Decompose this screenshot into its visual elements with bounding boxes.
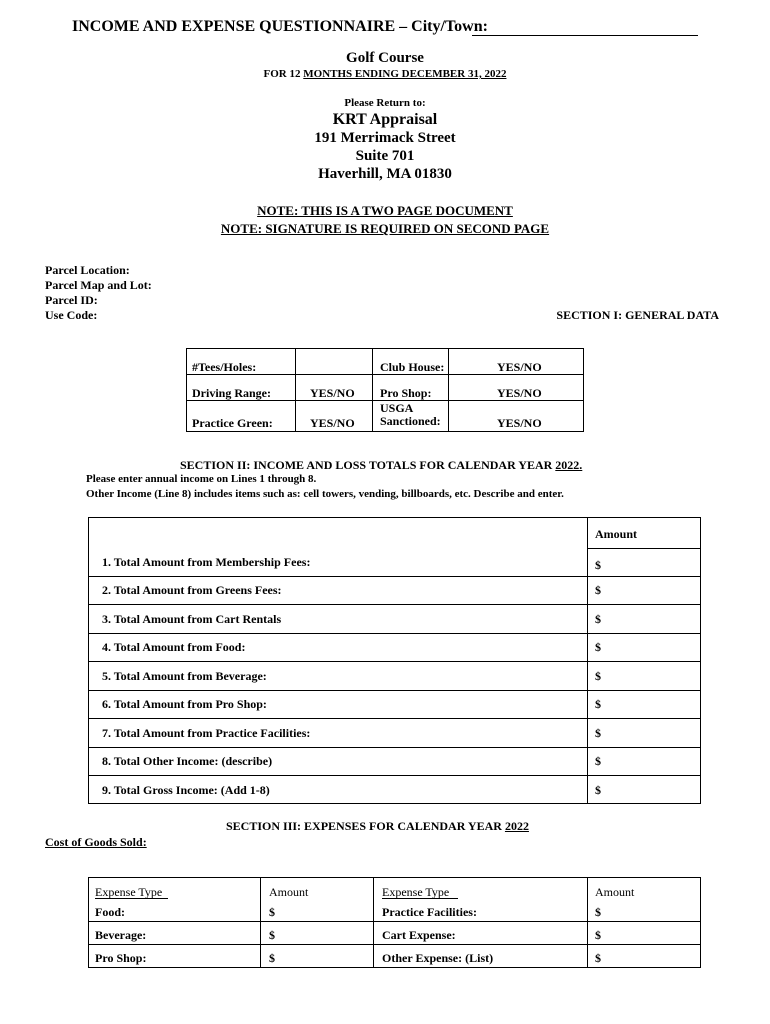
expense-label-other: Other Expense: (List) (382, 951, 494, 965)
expense-label-food: Food: (95, 905, 125, 919)
address-line-2: Suite 701 (355, 148, 415, 164)
expense-amount-beverage[interactable]: $ (269, 928, 275, 942)
pro-shop-label: Pro Shop: (380, 386, 432, 400)
use-code-label: Use Code: (45, 308, 98, 322)
note-two-page: NOTE: THIS IS A TWO PAGE DOCUMENT (257, 203, 513, 218)
return-label: Please Return to: (344, 97, 426, 109)
form-title (72, 18, 488, 36)
pro-shop-value[interactable]: YES/NO (497, 386, 542, 400)
section2-title (180, 458, 582, 473)
expense-amount-pro-shop[interactable]: $ (269, 951, 275, 965)
expense-label-pro-shop: Pro Shop: (95, 951, 147, 965)
section2-instruction-2: Other Income (Line 8) includes items such as: cell towers, vending, billboards, etc. Describe and enter. (86, 488, 564, 500)
company-name: KRT Appraisal (332, 111, 438, 128)
club-house-value[interactable]: YES/NO (497, 360, 542, 374)
income-row-label: 8. Total Other Income: (describe) (102, 754, 273, 768)
income-row-label: 3. Total Amount from Cart Rentals (102, 612, 282, 626)
section2-year: 2022. (555, 458, 583, 472)
practice-green-value[interactable]: YES/NO (310, 416, 355, 430)
section1-title: SECTION I: GENERAL DATA (556, 308, 719, 322)
sanctioned-label: Sanctioned: (380, 414, 441, 428)
income-row-label: 2. Total Amount from Greens Fees: (102, 583, 282, 597)
practice-green-label: Practice Green: (192, 416, 273, 430)
usga-label: USGA (380, 401, 414, 415)
income-row-label: 5. Total Amount from Beverage: (102, 669, 267, 683)
cogs-label: Cost of Goods Sold: (45, 835, 147, 849)
income-row-amount[interactable]: $ (595, 612, 601, 626)
period-prefix: FOR 12 (263, 68, 301, 80)
income-row-amount[interactable]: $ (595, 640, 601, 654)
address-line-1: 191 Merrimack Street (314, 130, 456, 146)
expense-amount-header: Amount (269, 885, 309, 899)
city-town-blank[interactable] (472, 35, 698, 36)
note-signature: NOTE: SIGNATURE IS REQUIRED ON SECOND PAGE (220, 221, 550, 236)
tees-holes-label: #Tees/Holes: (192, 360, 257, 374)
expense-amount-practice[interactable]: $ (595, 905, 601, 919)
income-row-label: 1. Total Amount from Membership Fees: (102, 555, 311, 569)
section3-year: 2022 (504, 819, 529, 833)
expense-amount-header: Amount (595, 885, 635, 899)
form-title-text: INCOME AND EXPENSE QUESTIONNAIRE – City/Town: (72, 18, 488, 35)
expense-label-practice: Practice Facilities: (382, 905, 477, 919)
period-underlined: MONTHS ENDING DECEMBER 31, 2022 (303, 68, 507, 80)
address-line-3: Haverhill, MA 01830 (318, 166, 452, 182)
club-house-label: Club House: (380, 360, 445, 374)
driving-range-value[interactable]: YES/NO (310, 386, 355, 400)
income-row-amount[interactable]: $ (595, 726, 601, 740)
expense-amount-food[interactable]: $ (269, 905, 275, 919)
parcel-location-label: Parcel Location: (45, 263, 130, 277)
driving-range-label: Driving Range: (192, 386, 271, 400)
section2-title-text: SECTION II: INCOME AND LOSS TOTALS FOR CALENDAR YEAR (180, 458, 553, 472)
form-subtitle: Golf Course (346, 50, 424, 66)
income-row-label: 7. Total Amount from Practice Facilities: (102, 726, 311, 740)
income-row-label: 4. Total Amount from Food: (102, 640, 246, 654)
income-row-amount[interactable]: $ (595, 783, 601, 797)
period-line (0, 68, 770, 80)
parcel-id-label: Parcel ID: (45, 293, 98, 307)
expense-type-header: Expense Type (382, 885, 450, 899)
income-row-label: 6. Total Amount from Pro Shop: (102, 697, 267, 711)
expense-amount-other[interactable]: $ (595, 951, 601, 965)
expense-type-header: Expense Type (95, 885, 163, 899)
income-row-amount[interactable]: $ (595, 697, 601, 711)
income-row-label: 9. Total Gross Income: (Add 1-8) (102, 783, 270, 797)
section3-title-text: SECTION III: EXPENSES FOR CALENDAR YEAR (226, 819, 502, 833)
income-row-amount[interactable]: $ (595, 583, 601, 597)
parcel-map-lot-label: Parcel Map and Lot: (45, 278, 152, 292)
income-amount-header: Amount (595, 527, 638, 541)
income-row-amount[interactable]: $ (595, 669, 601, 683)
sanctioned-value[interactable]: YES/NO (497, 416, 542, 430)
expense-label-cart: Cart Expense: (382, 928, 456, 942)
section2-instruction-1: Please enter annual income on Lines 1 through 8. (86, 473, 317, 485)
expense-amount-cart[interactable]: $ (595, 928, 601, 942)
expense-label-beverage: Beverage: (95, 928, 147, 942)
income-row-amount[interactable]: $ (595, 558, 601, 572)
section3-title (226, 819, 529, 834)
income-row-amount[interactable]: $ (595, 754, 601, 768)
